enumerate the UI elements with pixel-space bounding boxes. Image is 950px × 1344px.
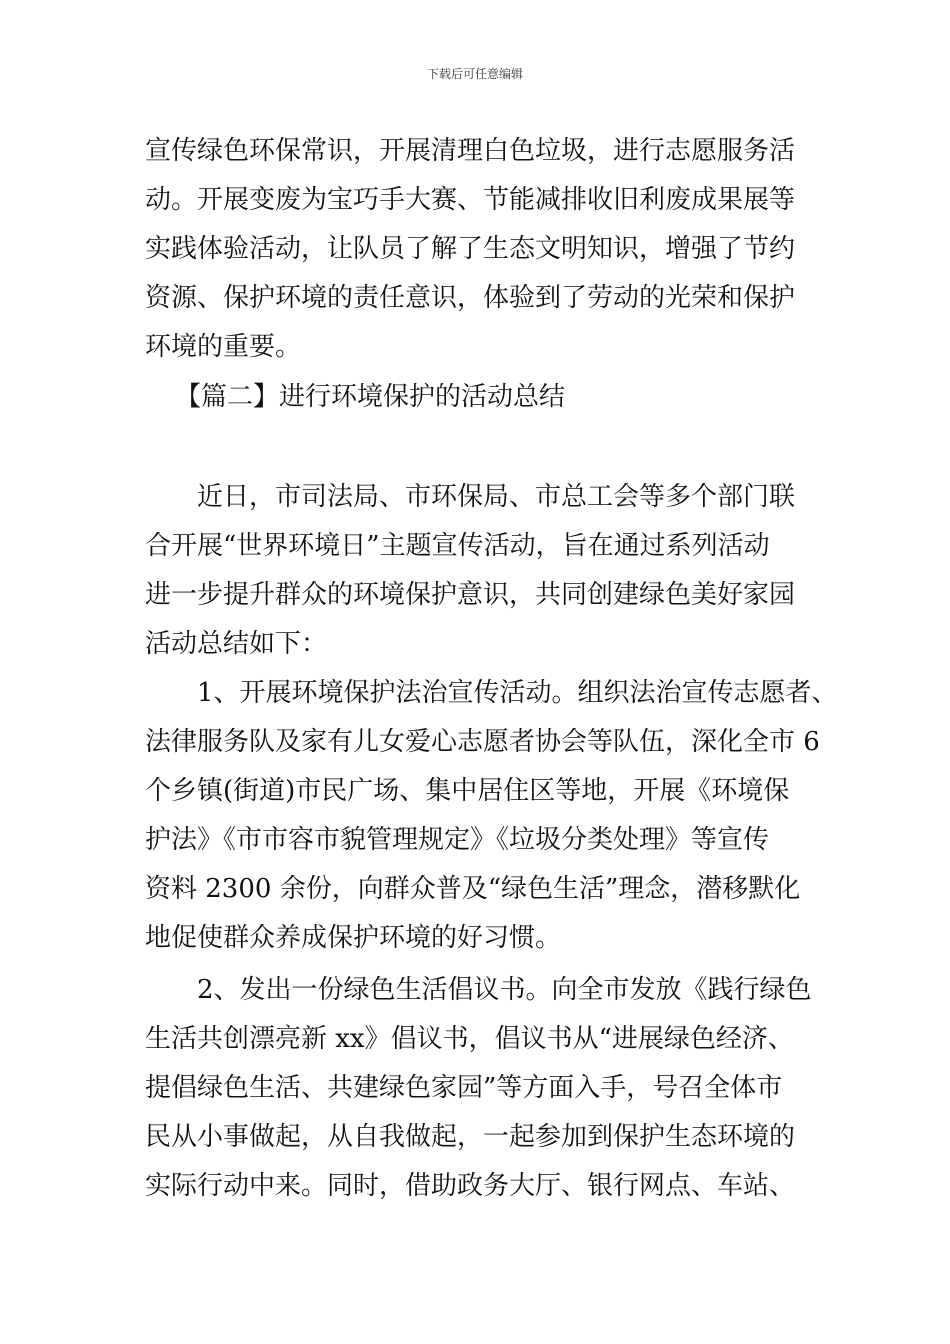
paragraph-line: 个乡镇(街道)市民广场、集中居住区等地，开展《环境保 [145,776,790,806]
paragraph-line: 护法》《市市容市貌管理规定》《垃圾分类处理》等宣传 [145,825,770,855]
list-item: 2、发出一份绿色生活倡议书。向全市发放《践行绿色 [197,975,812,1005]
paragraph-line: 提倡绿色生活、共建绿色家园”等方面入手，号召全体市 [145,1073,783,1103]
paragraph-line: 实践体验活动，让队员了解了生态文明知识，增强了节约 [145,234,796,264]
paragraph-line: 法律服务队及家有儿女爱心志愿者协会等队伍，深化全市 6 [145,727,820,757]
paragraph-line: 动。开展变废为宝巧手大赛、节能减排收旧利废成果展等 [145,185,796,215]
paragraph-line: 环境的重要。 [145,332,302,362]
paragraph-line: 进一步提升群众的环境保护意识，共同创建绿色美好家园 [145,580,796,610]
paragraph-line: 资料 2300 余份，向群众普及“绿色生活”理念，潜移默化 [145,874,801,904]
paragraph-line: 生活共创漂亮新 xx》倡议书，倡议书从“进展绿色经济、 [145,1024,794,1054]
page-header: 下载后可任意编辑 [426,67,523,81]
list-item: 1、开展环境保护法治宣传活动。组织法治宣传志愿者、 [197,678,838,708]
paragraph-line: 资源、保护环境的责任意识，体验到了劳动的光荣和保护 [145,283,796,313]
paragraph-line: 实际行动中来。同时，借助政务大厅、银行网点、车站、 [145,1171,796,1201]
paragraph-line: 活动总结如下： [145,629,328,659]
paragraph-line: 近日，市司法局、市环保局、市总工会等多个部门联 [197,482,796,512]
paragraph-line: 宣传绿色环保常识，开展清理白色垃圾，进行志愿服务活 [145,136,796,166]
paragraph-line: 民从小事做起，从自我做起，一起参加到保护生态环境的 [145,1122,796,1152]
section-heading: 【篇二】进行环境保护的活动总结 [175,382,566,412]
paragraph-line: 合开展“世界环境日”主题宣传活动，旨在通过系列活动 [145,531,770,561]
paragraph-line: 地促使群众养成保护环境的好习惯。 [145,923,562,953]
